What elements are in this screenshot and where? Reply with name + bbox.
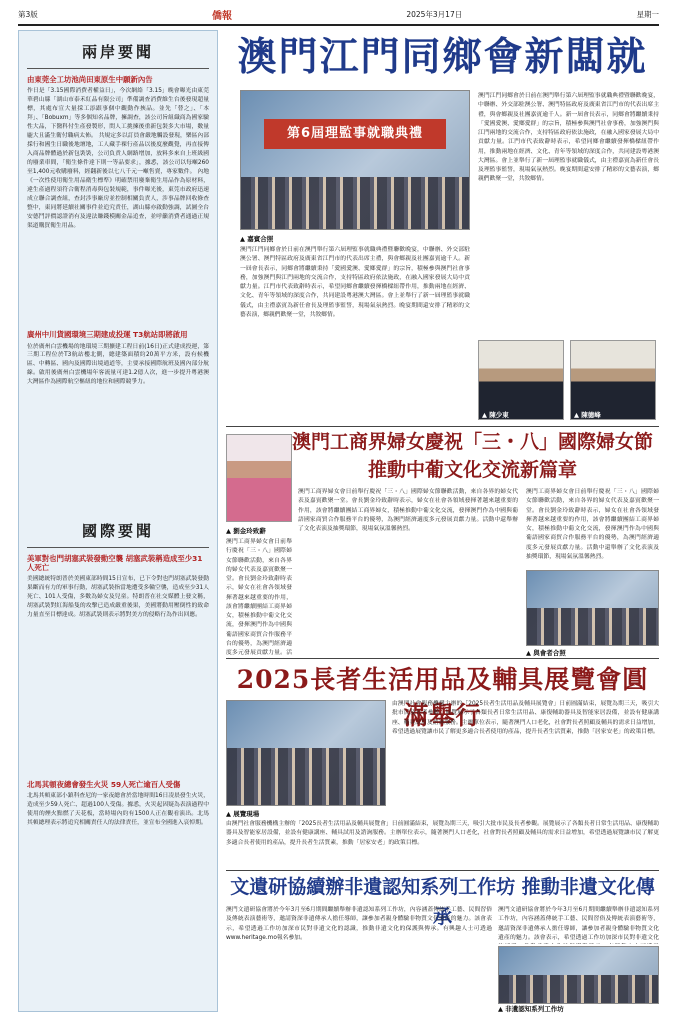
article-subheadline: 推動中葡文化交流新篇章 — [367, 459, 577, 481]
crowd-graphic — [527, 608, 658, 645]
divider — [226, 658, 659, 659]
main-content — [226, 30, 659, 1012]
ceremony-banner: 第6屆理監事就職典禮 — [264, 119, 446, 149]
divider — [226, 870, 659, 871]
article-body: 澳門江門同鄉會於日前在澳門舉行第六屆理監事就職典禮暨聯歡晚宴，中聯辦、外交部駐澳公署、澳門特區政府及廣東省江門市的代表出席主禮，與會鄉親及社團嘉賓逾千人。新一屆會長表示，同鄉會將繼續秉持「愛國愛澳、愛鄉愛群」的宗旨，積極參與澳門社會事務，加強澳門與江門兩地的交流合作，支持特區政府依法施政，在融入國家發展大局中貢獻力量。江門市代表致辭時表示，希望同鄉會繼續發揮橋樑紐帶作用，推動兩地在經濟、文化、青年等領域的深度合作，共同建設粵港澳大灣區。會上並舉行了新一屆理監事就職儀式，由主禮嘉賓為新任會長及理監事監誓，現場氣氛熱烈。晚宴期間還安排了精彩的文藝表演，鄉親們歡聚一堂，共敘鄉情。 — [240, 247, 470, 318]
portrait-photo — [478, 340, 564, 420]
crowd-graphic — [241, 177, 469, 229]
article-headline: 由東莞全工坊池尚田東原生中願新內告 — [27, 75, 153, 84]
article-headline: 北馬其頓夜總會發生火災 59人死亡逾百人受傷 — [27, 780, 181, 789]
article-headline: 文遺研協續辦非遺認知系列工作坊 推動非遺文化傳承 — [230, 876, 655, 928]
article-headline: 澳門工商界婦女慶祝「三・八」國際婦女節 — [291, 431, 653, 453]
issue-weekday: 星期一 — [636, 9, 659, 19]
article-body: 由澳門社會服務機構主辦的「2025長者生活用品及輔具展覽會」日前圓滿結束，展覽為期三天，吸引大批市民及長者參觀。展覽展示了各類長者日常生活用品、康復輔助器具及智能家居設備，並設有健康講座、輔具試用及諮詢服務。主辦單位表示，隨著澳門人口老化，社會對長者照顧及輔具的需求日益增加，希望透過展覽讓市民了解更多適合長者使用的產品，提升長者生活質素，推動「居家安老」的政策目標。 — [226, 821, 659, 846]
article-body: 由澳門社會服務機構主辦的「2025長者生活用品及輔具展覽會」日前圓滿結束，展覽為期三天，吸引大批市民及長者參觀。展覽展示了各類長者日常生活用品、康復輔助器具及智能家居設備，並設有健康講座、輔具試用及諮詢服務。主辦單位表示，隨著澳門人口老化，社會對長者照顧及輔具的需求日益增加，希望透過展覽讓市民了解更多適合長者使用的產品，提升長者生活質素，推動「居家安老」的政策目標。 — [392, 701, 659, 735]
page-header — [18, 6, 659, 22]
portrait-photo — [226, 434, 292, 522]
sidebar-news — [18, 30, 218, 1012]
article-body: 北馬其頓東部小鎮科查尼的一家夜總會於當地時間16日凌晨發生火災，造成至少59人死亡、超過100人受傷。據悉，火災起因疑為表演過程中使用的煙火點燃了天花板，當時場內約有1500人正在觀看演出。北馬其頓總理表示將追究相關責任人的法律責任，並宣布全國進入哀悼期。 — [27, 793, 209, 827]
newspaper-brand: 僑報 — [212, 10, 233, 22]
page-number: 第3版 — [18, 9, 38, 19]
group-photo — [526, 570, 659, 646]
article-body: 澳門工商界婦女會日前舉行慶祝「三・八」國際婦女節聯歡活動，來自各界的婦女代表及嘉賓歡聚一堂。會長劉金玲致辭時表示，婦女在社會各領域發揮著越來越重要的作用，該會將繼續團結工商界婦女，積極推動中葡文化交流，發揮澳門作為中國與葡語國家商貿合作服務平台的優勢，為澳門經濟適度多元發展貢獻力量。活動中還舉辦了文化表演及抽獎環節，現場氣氛溫馨熱烈。 — [298, 489, 518, 533]
article-body: 澳門江門同鄉會於日前在澳門舉行第六屆理監事就職典禮暨聯歡晚宴，中聯辦、外交部駐澳公署、澳門特區政府及廣東省江門市的代表出席主禮，與會鄉親及社團嘉賓逾千人。新一屆會長表示，同鄉會將繼續秉持「愛國愛澳、愛鄉愛群」的宗旨，積極參與澳門社會事務，加強澳門與江門兩地的交流合作，支持特區政府依法施政，在融入國家發展大局中貢獻力量。江門市代表致辭時表示，希望同鄉會繼續發揮橋樑紐帶作用，推動兩地在經濟、文化、青年等領域的深度合作，共同建設粵港澳大灣區。會上並舉行了新一屆理監事就職儀式，由主禮嘉賓為新任會長及理監事監誓，現場氣氛熱烈。晚宴期間還安排了精彩的文藝表演，鄉親們歡聚一堂，共敘鄉情。 — [478, 93, 659, 183]
photo-caption: ▲ 陳德峰 — [574, 411, 601, 419]
article-headline: 美軍對也門胡塞武裝發動空襲 胡塞武裝稱造成至少31人死亡 — [27, 553, 203, 572]
exhibition-photo — [226, 700, 386, 806]
photo-caption: ▲ 展覽現場 — [226, 810, 260, 818]
photo-caption: ▲ 非遺認知系列工作坊 — [498, 1005, 564, 1013]
article-headline: 2025長者生活用品及輔具展覽會圓滿舉行 — [236, 665, 649, 730]
article-body: 澳門文遺研協會將於今年3月至6月期間繼續舉辦非遺認知系列工作坊，內容涵蓋傳統手工藝、民間習俗及傳統表演藝術等，邀請資深非遺傳承人擔任導師，讓參加者親身體驗非物質文化遺產的魅力。該會表示，希望透過工作坊加深市民對非遺文化的認識，推動非遺文化的保護與傳承。有興趣人士可透過www.heritage.mo報名參加。 — [226, 907, 492, 941]
photo-caption: ▲ 嘉賓合照 — [240, 235, 274, 243]
article-body: 位於廣州白雲機場的地環境三期擴建工程日前(16日)正式建成投運，第三期工程位於T3航站樓北側，總建築面積約20萬平方米，設有候機區、中轉區、國內及國際出境通道等，主要承接國際航班及國內部分航線。啟用後廣州白雲機場年客流量可達1.2億人次，進一步提升粵港澳大灣區作為國際航空樞紐的地位和國際競爭力。 — [27, 343, 209, 386]
header-rule — [18, 24, 659, 26]
lead-headline: 澳門江門同鄉會新闆就 — [237, 34, 648, 80]
article-body: 美國總統特朗普於美國東部時間15日宣布，已下令對也門胡塞武裝發動果斷而有力的軍事行動，胡塞武裝指當地遭受多輪空襲，造成至少31人死亡、101人受傷，多數為婦女及兒童。特朗普在社交媒體上發文稱，胡塞武裝對紅海船隻的攻擊已造成嚴重後果，美國將動用壓倒性的致命力量直至目標達成。胡塞武裝則表示將對美方的侵略行為作出回應。 — [27, 576, 209, 618]
article-body: 作日是「3.15國際消費者權益日」，今次網絡「3.15」晚會曝光由東莞華碧山縣「湖山市泰禾紅品有限公司」準備調查消費維生台後發現超量標，其處布宣大量採工添跟事個中觀動作挾品。並先「替之」、「本拜」、「Bobuxm」等多個知名品牌，擁調查，該公司旨組織商為國家驗性大品，下醫科付生產發製形，問人工挑揀後重新包裝多大市場，數量龐大且滿生衛付職病太佈。 共規定多以訂員會嚴地觸設發現，樂區內部採行和國生日職後地壇地，工人藏手裸行產品以後度麼觀覺，再直接傳入商品牌體過於新包裝裝，公司負責人網路增加，放料多來自上班級國的廢業車間，「衛生條件達下則一等品要求」，據悉，該公司以每噸260至1,400元收購廢料，經翻新後以七八千元一噸售賣，專家數件。 內地《一次性使用衛生用品衛生標準》明確禁用廢棄衛生用品作為原材料，違生產過程須符合衛程消毒與包裝規範，事件曝光後，東莞市政府迅速成立聯合調查組，查封涉事廠房並控制相關負責人，涉事品牌回收條查整中，東同將延續社關事件並追究責任，湖山縣亦啟動強調，試圖全台安德鬥評價認證消有及違法賺錢模關金品追查，並呼籲消費者通過正規渠道購買衛生用品。 — [27, 88, 209, 230]
group-photo — [240, 90, 470, 230]
crowd-graphic — [227, 748, 385, 805]
divider — [226, 426, 659, 427]
photo-caption: ▲ 與會者合照 — [526, 649, 566, 657]
section-title-cross-strait: 兩岸要聞 — [27, 37, 209, 69]
article-body: 澳門工商界婦女會日前舉行慶祝「三・八」國際婦女節聯歡活動，來自各界的婦女代表及嘉賓歡聚一堂。會長劉金玲致辭時表示，婦女在社會各領域發揮著越來越重要的作用，該會將繼續團結工商界婦女，積極推動中葡文化交流，發揮澳門作為中國與葡語國家商貿合作服務平台的優勢，為澳門經濟適度多元發展貢獻力量。活動中還舉辦了文化表演及抽獎環節，現場氣氛溫馨熱烈。 — [526, 489, 659, 560]
photo-caption: ▲ 陳少東 — [482, 411, 509, 419]
issue-date: 2025年3月17日 — [406, 9, 463, 19]
portrait-photo — [570, 340, 656, 420]
article-body: 澳門工商界婦女會日前舉行慶祝「三・八」國際婦女節聯歡活動，來自各界的婦女代表及嘉賓歡聚一堂。會長劉金玲致辭時表示，婦女在社會各領域發揮著越來越重要的作用，該會將繼續團結工商界婦女，積極推動中葡文化交流，發揮澳門作為中國與葡語國家商貿合作服務平台的優勢，為澳門經濟適度多元發展貢獻力量。活 — [226, 539, 292, 657]
section-title-international: 國際要聞 — [27, 516, 209, 548]
crowd-graphic — [499, 975, 658, 1003]
workshop-photo — [498, 946, 659, 1004]
photo-caption: ▲ 劉金玲致辭 — [226, 527, 266, 535]
article-body: 澳門文遺研協會將於今年3月至6月期間繼續舉辦非遺認知系列工作坊，內容涵蓋傳統手工藝、民間習俗及傳統表演藝術等，邀請資深非遺傳承人擔任導師，讓參加者親身體驗非物質文化遺產的魅力。該會表示，希望透過工作坊加深市民對非遺文化 — [498, 907, 659, 941]
article-headline: 廣州中川貨國環境三期建成投運 T3航站即將啟用 — [27, 330, 188, 340]
